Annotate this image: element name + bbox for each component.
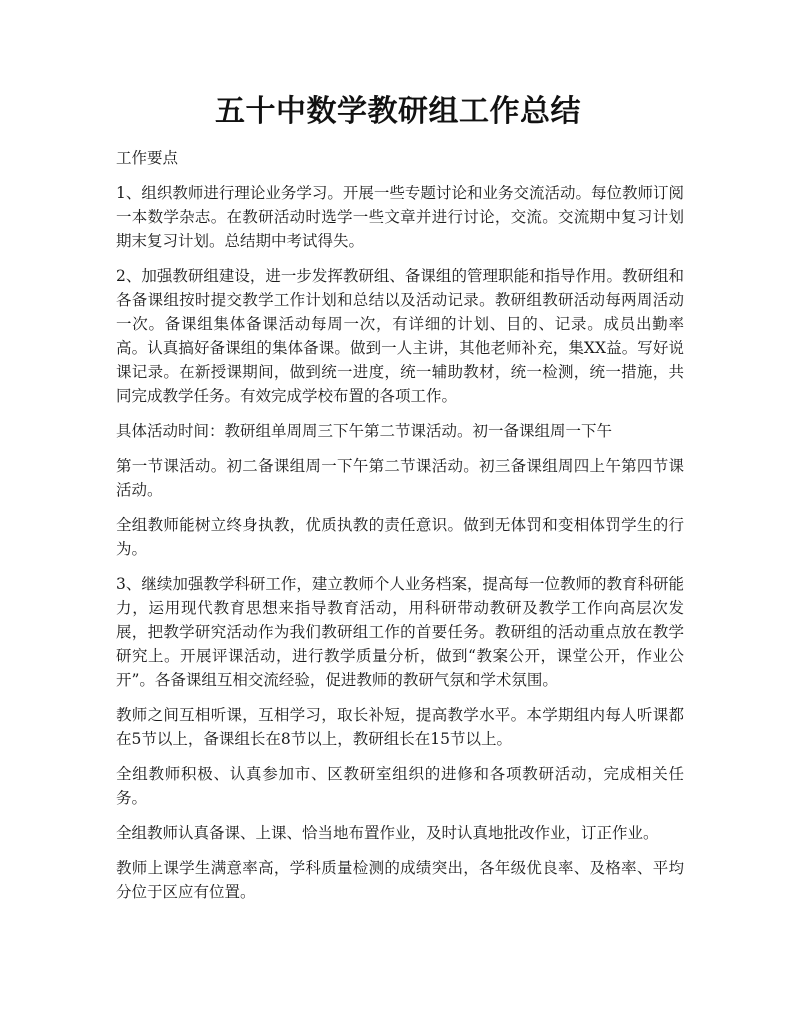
paragraph: 全组教师能树立终身执教，优质执教的责任意识。做到无体罚和变相体罚学生的行为。 <box>116 516 684 558</box>
document-body <box>116 146 684 915</box>
paragraph: 教师上课学生满意率高，学科质量检测的成绩突出，各年级优良率、及格率、平均分位于区应有位置。 <box>116 859 684 901</box>
paragraph: 教师之间互相听课，互相学习，取长补短，提高教学水平。本学期组内每人听课都在5节以上，备课组长在8节以上，教研组长在15节以上。 <box>116 706 684 748</box>
paragraph: 第一节课活动。初二备课组周一下午第二节课活动。初三备课组周四上午第四节课活动。 <box>116 457 684 499</box>
paragraph: 1、组织教师进行理论业务学习。开展一些专题讨论和业务交流活动。每位教师订阅一本数学杂志。在教研活动时选学一些文章并进行讨论，交流。交流期中复习计划期末复习计划。总结期中考试得失。 <box>116 184 684 250</box>
paragraph-heading: 工作要点 <box>116 149 179 167</box>
paragraph: 3、继续加强教学科研工作，建立教师个人业务档案，提高每一位教师的教育科研能力，运用现代教育思想来指导教育活动，用科研带动教研及教学工作向高层次发展，把教学研究活动作为我们教研组工作的首要任务。教研组的活动重点放在教学研究上。开展评课活动，进行教学质量分析，做到“教案公开，课堂公开，作业公开”。各备课组互相交流经验，促进教师的教研气氛和学术氛围。 <box>116 575 684 689</box>
document-title: 五十中数学教研组工作总结 <box>215 94 581 129</box>
paragraph: 具体活动时间：教研组单周周三下午第二节课活动。初一备课组周一下午 <box>116 422 613 440</box>
paragraph: 全组教师认真备课、上课、恰当地布置作业，及时认真地批改作业，订正作业。 <box>116 824 659 842</box>
paragraph: 2、加强教研组建设，进一步发挥教研组、备课组的管理职能和指导作用。教研组和各备课组按时提交教学工作计划和总结以及活动记录。教研组教研活动每两周活动一次。备课组集体备课活动每周一次，有详细的计划、目的、记录。成员出勤率高。认真搞好备课组的集体备课。做到一人主讲，其他老师补充，集XX益。写好说课记录。在新授课期间，做到统一进度，统一辅助教材，统一检测，统一措施，共同完成教学任务。有效完成学校布置的各项工作。 <box>116 267 684 405</box>
paragraph: 全组教师积极、认真参加市、区教研室组织的进修和各项教研活动，完成相关任务。 <box>116 765 684 807</box>
